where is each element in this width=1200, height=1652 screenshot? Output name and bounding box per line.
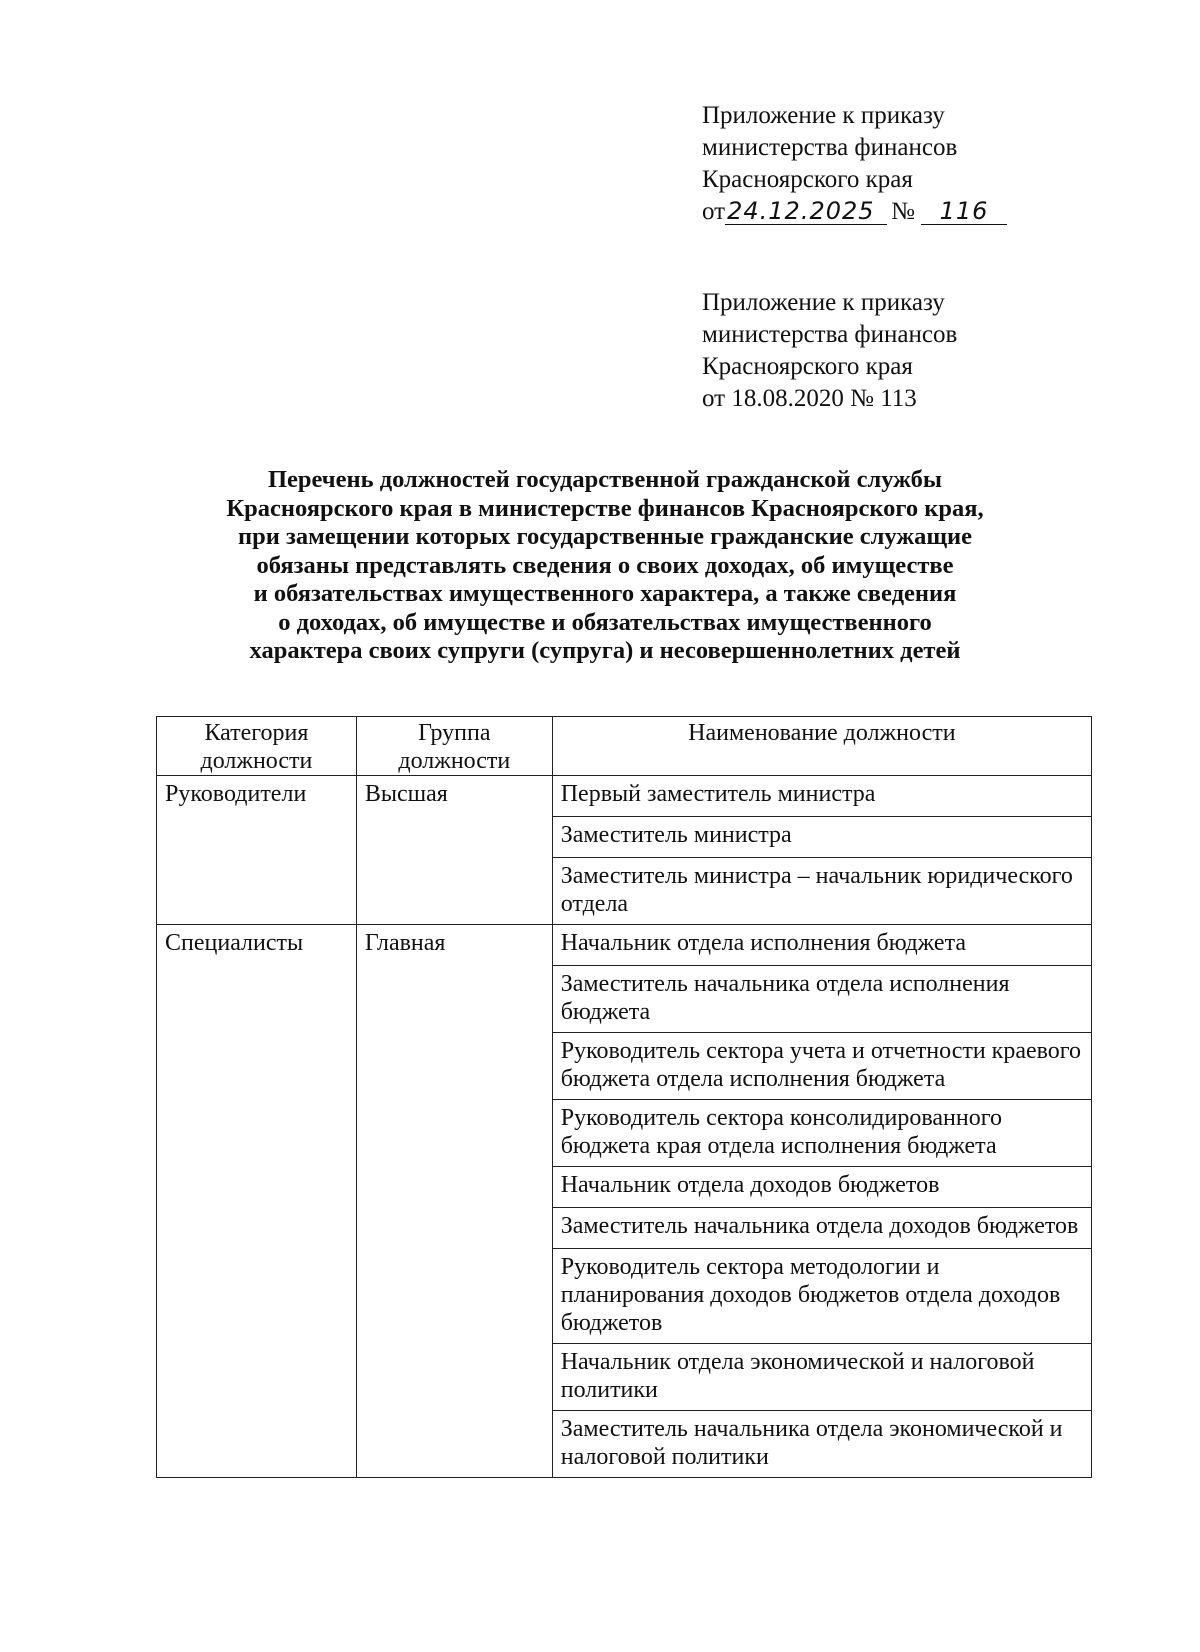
number-label: №: [891, 198, 915, 225]
position-cell: Первый заместитель министра: [552, 776, 1091, 817]
title-line: Перечень должностей государственной гражданской службы: [267, 466, 942, 493]
group-cell: Главная: [356, 925, 552, 1478]
position-cell: Начальник отдела экономической и налоговой политики: [552, 1344, 1091, 1411]
title-line: характера своих супруги (супруга) и несовершеннолетних детей: [249, 637, 961, 664]
appendix-reference-new: [702, 100, 1122, 228]
position-cell: Начальник отдела доходов бюджетов: [552, 1167, 1091, 1208]
from-label: от: [702, 198, 726, 225]
appendix-line: Приложение к приказу: [702, 289, 945, 316]
header-category: Категория должности: [157, 717, 357, 776]
position-cell: Заместитель начальника отдела исполнения бюджета: [552, 966, 1091, 1033]
position-cell: Начальник отдела исполнения бюджета: [552, 925, 1091, 966]
position-cell: Заместитель министра – начальник юридического отдела: [552, 858, 1091, 925]
title-line: и обязательствах имущественного характера, а также сведения: [253, 580, 957, 607]
appendix-line: министерства финансов: [702, 134, 958, 161]
title-line: обязаны представлять сведения о своих доходах, об имуществе: [256, 551, 954, 579]
category-cell: Руководители: [157, 776, 357, 925]
group-cell: Высшая: [356, 776, 552, 925]
positions-table: [156, 716, 1092, 1478]
appendix-line: Красноярского края: [702, 166, 913, 193]
header-position-name: Наименование должности: [552, 717, 1091, 776]
category-cell: Специалисты: [157, 925, 357, 1478]
appendix-date-line: [702, 196, 1122, 228]
title-line: о доходах, об имуществе и обязательствах имущественного: [278, 608, 932, 636]
appendix-line: Красноярского края: [702, 353, 913, 380]
appendix-line: от 18.08.2020 № 113: [702, 385, 917, 412]
position-cell: Руководитель сектора консолидированного бюджета края отдела исполнения бюджета: [552, 1100, 1091, 1167]
position-cell: Руководитель сектора учета и отчетности краевого бюджета отдела исполнения бюджета: [552, 1033, 1091, 1100]
table-row: [157, 925, 1092, 966]
document-title: [160, 466, 1050, 666]
handwritten-number: 116: [921, 198, 1007, 225]
position-cell: Руководитель сектора методологии и планирования доходов бюджетов отдела доходов бюджетов: [552, 1249, 1091, 1344]
table-row: [157, 776, 1092, 817]
handwritten-date: 24.12.2025: [725, 198, 887, 225]
header-group: Группа должности: [356, 717, 552, 776]
appendix-line: министерства финансов: [702, 321, 958, 348]
table-header-row: [157, 717, 1092, 776]
title-line: Красноярского края в министерстве финансов Красноярского края,: [226, 494, 984, 522]
title-line: при замещении которых государственные гражданские служащие: [237, 523, 973, 550]
appendix-line: Приложение к приказу: [702, 102, 945, 129]
position-cell: Заместитель министра: [552, 817, 1091, 858]
position-cell: Заместитель начальника отдела экономической и налоговой политики: [552, 1411, 1091, 1478]
position-cell: Заместитель начальника отдела доходов бюджетов: [552, 1208, 1091, 1249]
appendix-reference-old: [702, 287, 1122, 415]
